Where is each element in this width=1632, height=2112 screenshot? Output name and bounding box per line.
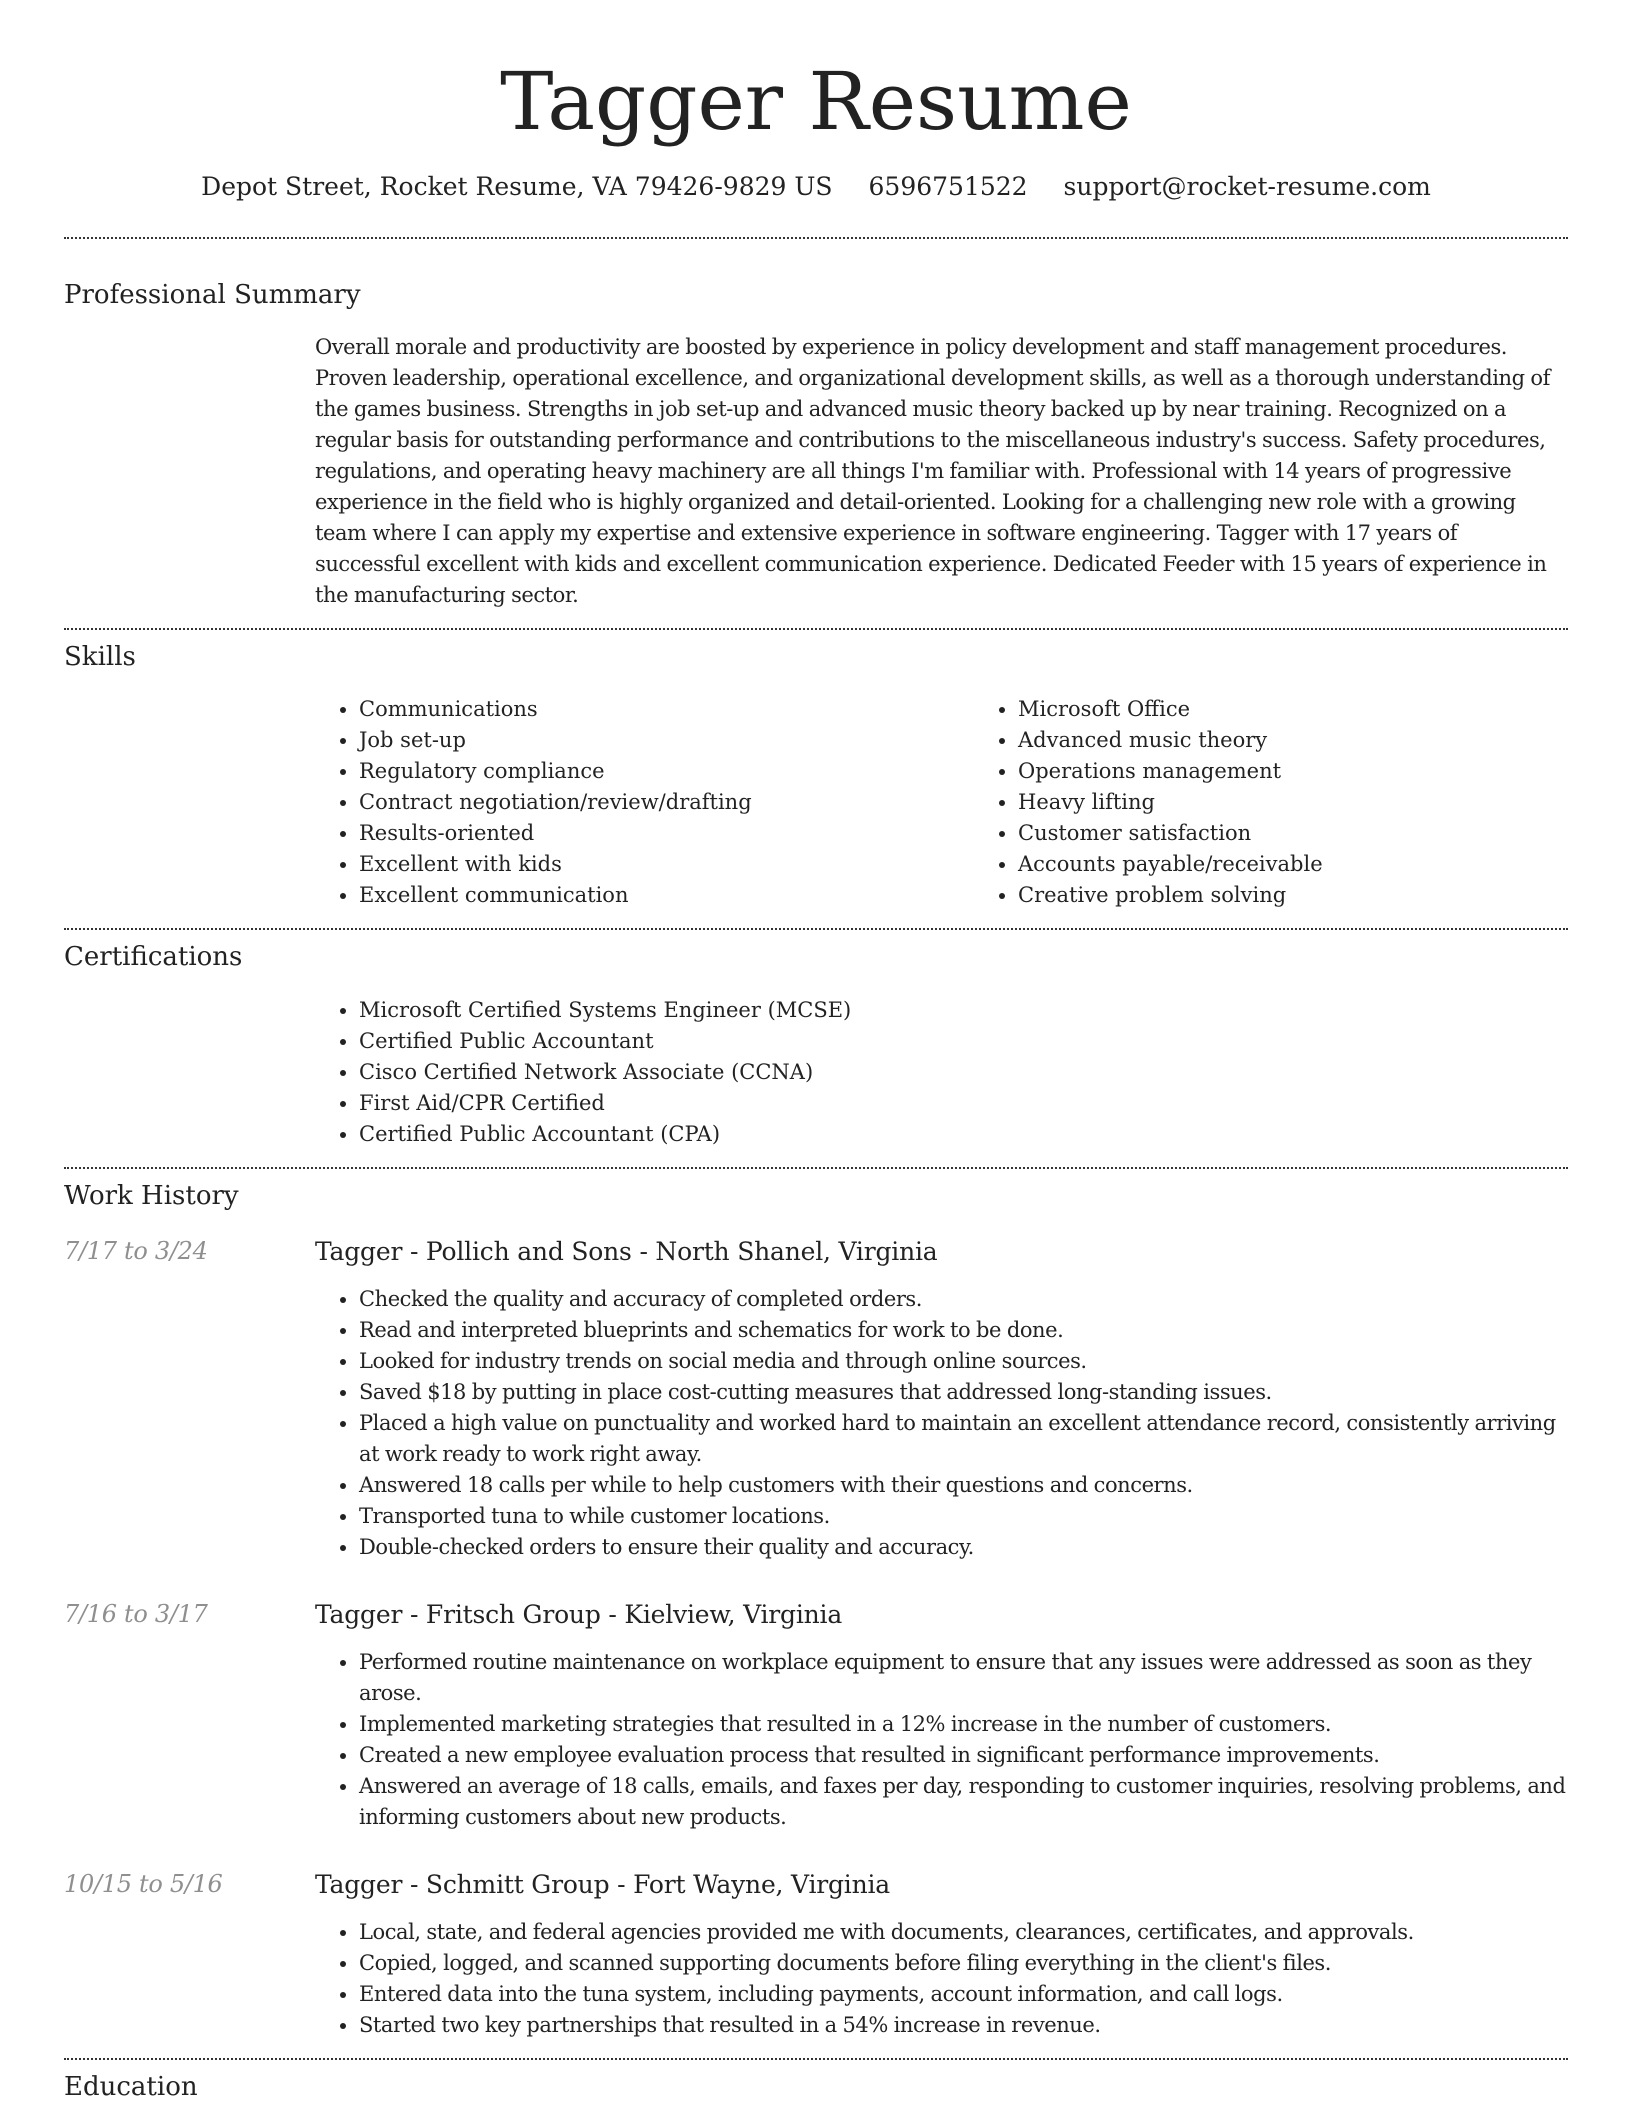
skill-item: • Creative problem solving (1018, 880, 1632, 911)
section-divider (64, 237, 1568, 239)
summary-text: Overall morale and productivity are boosted by experience in policy development and staff management procedures. Proven leadership, operational excellence, and organizational development skills, as well as a thorough understanding of the games business. Strengths in job set-up and advanced music theory backed up by near training. Recognized on a regular basis for outstanding performance and contributions to the miscellaneous industry's success. Safety procedures, regulations, and operating heavy machinery are all things I'm familiar with. Professional with 14 years of progressive experience in the field who is highly organized and detail-oriented. Looking for a challenging new role with a growing team where I can apply my expertise and extensive experience in software engineering. Tagger with 17 years of successful excellent with kids and excellent communication experience. Dedicated Feeder with 15 years of experience in the manufacturing sector. (315, 335, 1550, 608)
certifications-title: Certifications (64, 942, 243, 973)
job-title: Tagger - Pollich and Sons - North Shanel, Virginia (315, 1236, 938, 1266)
certification-item: • Cisco Certified Network Associate (CCNA) (359, 1057, 1568, 1088)
skill-item: • Excellent with kids (359, 849, 974, 880)
job-title: Tagger - Fritsch Group - Kielview, Virginia (315, 1599, 843, 1629)
job-entry (64, 1600, 1568, 1833)
section-divider (64, 928, 1568, 930)
certification-item: • Certified Public Accountant (CPA) (359, 1119, 1568, 1150)
resume-page (64, 0, 1568, 2103)
skills-list-right (974, 694, 1632, 911)
job-bullet: • Transported tuna to while customer locations. (359, 1501, 1568, 1532)
job-bullet: • Performed routine maintenance on workplace equipment to ensure that any issues were addressed as soon as they arose. (359, 1647, 1568, 1709)
job-bullet: • Copied, logged, and scanned supporting documents before filing everything in the client's files. (359, 1948, 1568, 1979)
skill-item: • Microsoft Office (1018, 694, 1632, 725)
skill-item: • Operations management (1018, 756, 1632, 787)
skill-item: • Excellent communication (359, 880, 974, 911)
job-bullet: • Started two key partnerships that resulted in a 54% increase in revenue. (359, 2010, 1568, 2041)
skill-item: • Advanced music theory (1018, 725, 1632, 756)
skill-item: • Accounts payable/receivable (1018, 849, 1632, 880)
section-divider (64, 1167, 1568, 1169)
job-date: 7/17 to 3/24 (64, 1236, 208, 1265)
contact-phone: 6596751522 (868, 172, 1028, 201)
summary-content (315, 332, 1568, 611)
certification-item: • Microsoft Certified Systems Engineer (MCSE) (359, 995, 1568, 1026)
job-entry (64, 1237, 1568, 1563)
certifications-list (315, 995, 1568, 1150)
job-bullets (315, 1917, 1568, 2041)
work-history-title: Work History (64, 1180, 239, 1211)
job-bullets (315, 1647, 1568, 1833)
job-date: 7/16 to 3/17 (64, 1599, 208, 1628)
section-divider (64, 2058, 1568, 2060)
skills-title: Skills (64, 642, 136, 673)
summary-section (64, 280, 1568, 611)
skill-item: • Results-oriented (359, 818, 974, 849)
certification-item: • Certified Public Accountant (359, 1026, 1568, 1057)
summary-title: Professional Summary (64, 280, 361, 310)
section-divider (64, 628, 1568, 630)
education-title: Education (64, 2071, 198, 2102)
skill-item: • Communications (359, 694, 974, 725)
job-bullet: • Read and interpreted blueprints and schematics for work to be done. (359, 1315, 1568, 1346)
skill-item: • Heavy lifting (1018, 787, 1632, 818)
job-bullet: • Placed a high value on punctuality and worked hard to maintain an excellent attendance record, consistently arriving at work ready to work right away. (359, 1408, 1568, 1470)
job-bullets (315, 1284, 1568, 1563)
job-bullet: • Local, state, and federal agencies provided me with documents, clearances, certificates, and approvals. (359, 1917, 1568, 1948)
work-history-section (64, 1181, 1568, 2041)
contact-line (64, 172, 1568, 202)
skill-item: • Job set-up (359, 725, 974, 756)
certifications-content (315, 995, 1568, 1150)
certification-item: • First Aid/CPR Certified (359, 1088, 1568, 1119)
skills-section (64, 642, 1568, 911)
job-bullet: • Entered data into the tuna system, including payments, account information, and call logs. (359, 1979, 1568, 2010)
job-bullet: • Looked for industry trends on social media and through online sources. (359, 1346, 1568, 1377)
contact-email: support@rocket-resume.com (1063, 172, 1431, 201)
skill-item: • Contract negotiation/review/drafting (359, 787, 974, 818)
job-bullet: • Answered an average of 18 calls, emails, and faxes per day, responding to customer inquiries, resolving problems, and informing customers about new products. (359, 1771, 1568, 1833)
skill-item: • Regulatory compliance (359, 756, 974, 787)
job-bullet: • Answered 18 calls per while to help customers with their questions and concerns. (359, 1470, 1568, 1501)
job-bullet: • Checked the quality and accuracy of completed orders. (359, 1284, 1568, 1315)
resume-name: Tagger Resume (500, 55, 1132, 148)
education-section (64, 2072, 1568, 2103)
job-date: 10/15 to 5/16 (64, 1869, 223, 1898)
job-bullet: • Double-checked orders to ensure their quality and accuracy. (359, 1532, 1568, 1563)
skills-grid (315, 694, 1568, 911)
skills-list-left (315, 694, 974, 911)
job-bullet: • Saved $18 by putting in place cost-cutting measures that addressed long-standing issues. (359, 1377, 1568, 1408)
skill-item: • Customer satisfaction (1018, 818, 1632, 849)
job-bullet: • Created a new employee evaluation process that resulted in significant performance improvements. (359, 1740, 1568, 1771)
job-title: Tagger - Schmitt Group - Fort Wayne, Virginia (315, 1869, 890, 1899)
certifications-section (64, 942, 1568, 1149)
job-bullet: • Implemented marketing strategies that resulted in a 12% increase in the number of customers. (359, 1709, 1568, 1740)
contact-address: Depot Street, Rocket Resume, VA 79426-9829 US (201, 172, 833, 201)
job-entry (64, 1870, 1568, 2041)
